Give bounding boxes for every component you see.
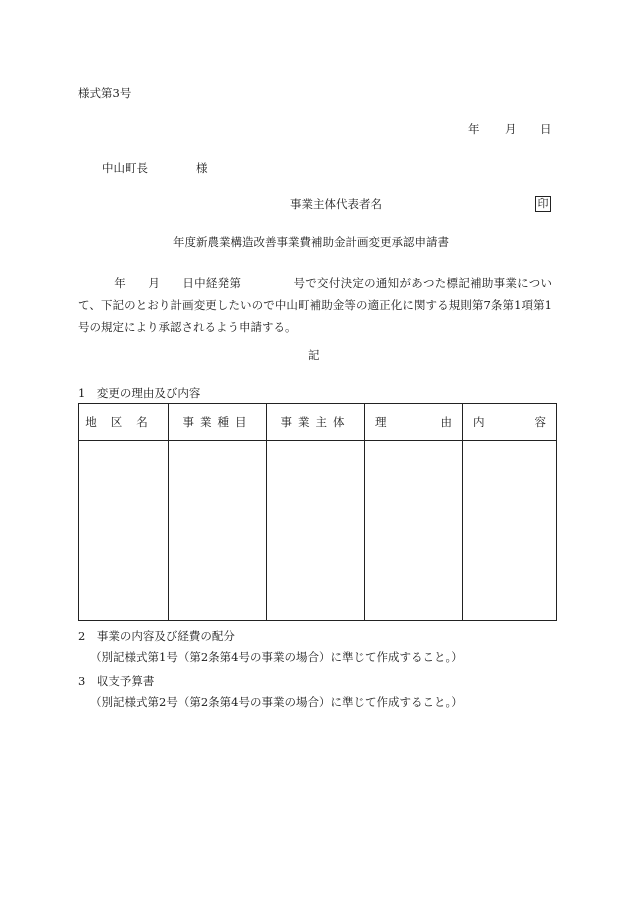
form-number: 様式第3号	[78, 86, 132, 100]
header-project-entity: 事業主体	[267, 404, 365, 441]
table-row	[79, 441, 557, 621]
addressee-honorific: 様	[196, 161, 208, 175]
body-year: 年	[114, 276, 127, 290]
ki-heading: 記	[308, 348, 320, 362]
cell-content[interactable]	[463, 441, 557, 621]
header-project-type: 事業種目	[169, 404, 267, 441]
cell-project-entity[interactable]	[267, 441, 365, 621]
addressee-name: 中山町長	[102, 161, 148, 175]
cell-district[interactable]	[79, 441, 169, 621]
cell-project-type[interactable]	[169, 441, 267, 621]
header-reason: 理 由	[365, 404, 463, 441]
document-title: 年度新農業構造改善事業費補助金計画変更承認申請書	[173, 235, 449, 249]
applicant-label: 事業主体代表者名	[290, 197, 382, 211]
seal-mark: 印	[535, 196, 551, 212]
date-day-label: 日	[540, 122, 552, 136]
body-text: 号で交付決定の通知があつた標記補助事業について、下記のとおり計画変更したいので中山町補助金等の適正化に関する規則第7条第1項第1号の規定により承認されるよう申請する。	[78, 276, 552, 334]
section3-title: 3 収支予算書	[78, 674, 155, 688]
body-month: 月	[148, 276, 161, 290]
section3-note: （別記様式第2号（第2条第4号の事業の場合）に準じて作成すること。）	[90, 695, 463, 709]
date-month-label: 月	[505, 122, 517, 136]
date-year-label: 年	[468, 122, 480, 136]
section2-note: （別記様式第1号（第2条第4号の事業の場合）に準じて作成すること。）	[90, 650, 463, 664]
header-content: 内 容	[463, 404, 557, 441]
change-details-table	[78, 403, 557, 621]
table-header-row	[79, 404, 557, 441]
body-reference: 日中経発第	[182, 276, 242, 290]
section2-title: 2 事業の内容及び経費の配分	[78, 629, 235, 643]
section1-title: 1 変更の理由及び内容	[78, 386, 201, 400]
cell-reason[interactable]	[365, 441, 463, 621]
header-district: 地区名	[79, 404, 169, 441]
body-paragraph	[78, 272, 552, 338]
